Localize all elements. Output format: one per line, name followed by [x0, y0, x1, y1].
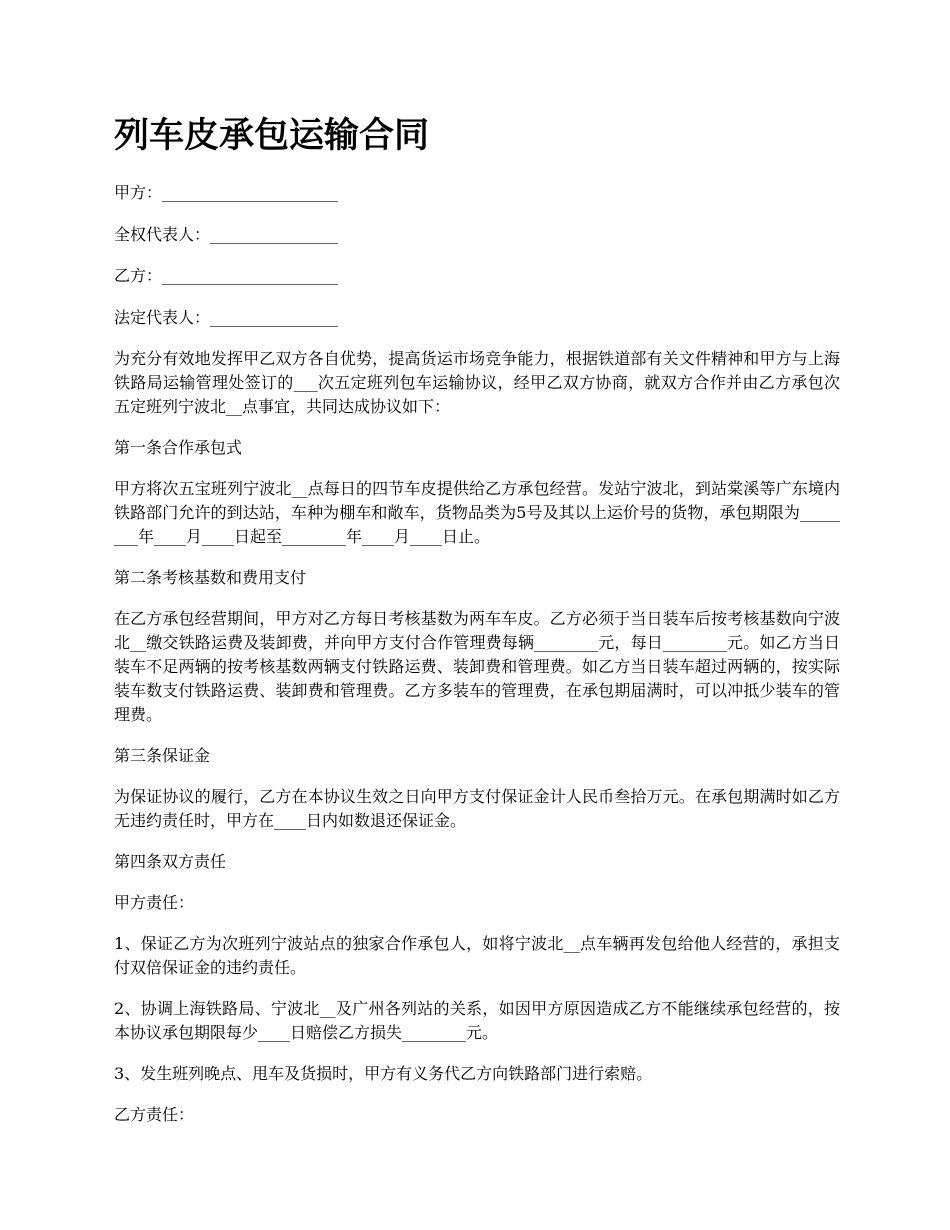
- article-3-heading: 第三条保证金: [114, 745, 211, 765]
- party-a-responsibility-item: 2、协调上海铁路局、宁波北__及广州各列站的关系，如因甲方原因造成乙方不能继续承包经营的，按本协议承包期限每少____日赔偿乙方损失________元。: [114, 999, 840, 1043]
- article-2-text: 在乙方承包经营期间，甲方对乙方每日考核基数为两车车皮。乙方必须于当日装车后按考核基数向宁波北__缴交铁路运费及装卸费，并向甲方支付合作管理费每辆________元，每日________元。如乙方当日装车不足两辆的按考核基数两辆支付铁路运费、装卸费和管理费。如乙方当日装车超过两辆的，按实际装车数支付铁路运费、装卸费和管理费。乙方多装车的管理费，在承包期届满时，可以冲抵少装车的管理费。: [114, 609, 840, 724]
- article-1-heading: 第一条合作承包式: [114, 438, 243, 458]
- party-b-field: 乙方：______________________: [114, 266, 339, 286]
- article-3-text: 为保证协议的履行，乙方在本协议生效之日向甲方支付保证金计人民币叁拾万元。在承包期满时如乙方无违约责任时，甲方在____日内如数退还保证金。: [114, 786, 840, 830]
- document-title: 列车皮承包运输合同: [114, 115, 430, 156]
- party-a-responsibility-item: 1、保证乙方为次班列宁波站点的独家合作承包人，如将宁波北__点车辆再发包给他人经营的，承担支付双倍保证金的违约责任。: [114, 934, 840, 978]
- party-b-legal-representative-field: 法定代表人：________________: [114, 307, 339, 327]
- article-2-heading: 第二条考核基数和费用支付: [114, 568, 307, 588]
- intro-paragraph: 为充分有效地发挥甲乙双方各自优势，提高货运市场竞争能力，根据铁道部有关文件精神和甲方与上海铁路局运输管理处签订的___次五定班列包车运输协议，经甲乙双方协商，就双方合作并由乙方承包次五定班列宁波北__点事宜，共同达成协议如下：: [114, 349, 840, 416]
- party-b-responsibility-heading: 乙方责任：: [114, 1105, 195, 1125]
- party-a-responsibility-item: 3、发生班列晚点、甩车及货损时，甲方有义务代乙方向铁路部门进行索赔。: [114, 1064, 653, 1084]
- party-a-responsibility-heading: 甲方责任：: [114, 893, 195, 913]
- article-1-text: 甲方将次五宝班列宁波北__点每日的四节车皮提供给乙方承包经营。发站宁波北，到站棠溪等广东境内铁路部门允许的到达站，车种为棚车和敞车，货物品类为5号及其以上运价号的货物，承包期限为________年____月____日起至________年____月____日止。: [114, 479, 840, 546]
- party-a-representative-field: 全权代表人：________________: [114, 224, 339, 244]
- party-a-field: 甲方：______________________: [114, 183, 339, 202]
- article-4-heading: 第四条双方责任: [114, 851, 227, 871]
- document-body: [114, 181, 840, 1145]
